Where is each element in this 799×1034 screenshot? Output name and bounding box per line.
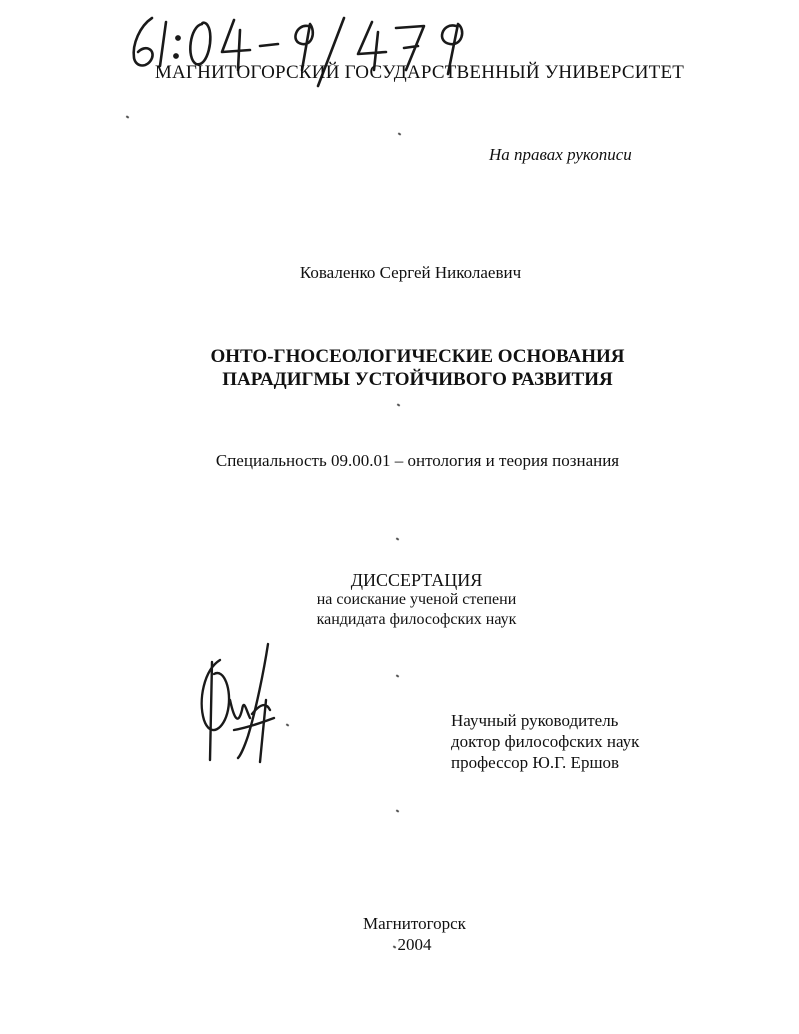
supervisor-name: профессор Ю.Г. Ершов: [451, 753, 620, 772]
supervisor-block: [451, 710, 639, 773]
thesis-title-line-1: ОНТО-ГНОСЕОЛОГИЧЕСКИЕ ОСНОВАНИЯ: [210, 346, 625, 367]
supervisor-role: Научный руководитель: [451, 711, 619, 730]
scan-speck: [396, 674, 400, 677]
supervisor-degree: доктор философских наук: [451, 732, 640, 751]
scan-speck: [396, 537, 400, 540]
scan-speck: [396, 809, 400, 812]
scan-speck: [126, 115, 130, 118]
year: 2004: [397, 935, 432, 954]
scan-speck: [398, 132, 402, 135]
thesis-title: [0, 345, 799, 391]
signature: [190, 640, 300, 770]
thesis-title-line-2: ПАРАДИГМЫ УСТОЙЧИВОГО РАЗВИТИЯ: [222, 369, 613, 390]
city: Магнитогорск: [363, 914, 466, 933]
specialty-line: Специальность 09.00.01 – онтология и теория познания: [215, 451, 620, 470]
author-name: Коваленко Сергей Николаевич: [299, 263, 522, 282]
publication-place-year: [0, 913, 799, 955]
dissertation-label: ДИССЕРТАЦИЯ: [350, 570, 483, 590]
degree-line-2: кандидата философских наук: [316, 611, 517, 628]
manuscript-rights-note: На правах рукописи: [489, 145, 632, 164]
scan-speck: [397, 403, 401, 406]
university-name: МАГНИТОГОРСКИЙ ГОСУДАРСТВЕННЫЙ УНИВЕРСИТЕТ: [154, 62, 685, 83]
dissertation-block: [0, 570, 799, 630]
degree-line-1: на соискание ученой степени: [316, 591, 517, 608]
